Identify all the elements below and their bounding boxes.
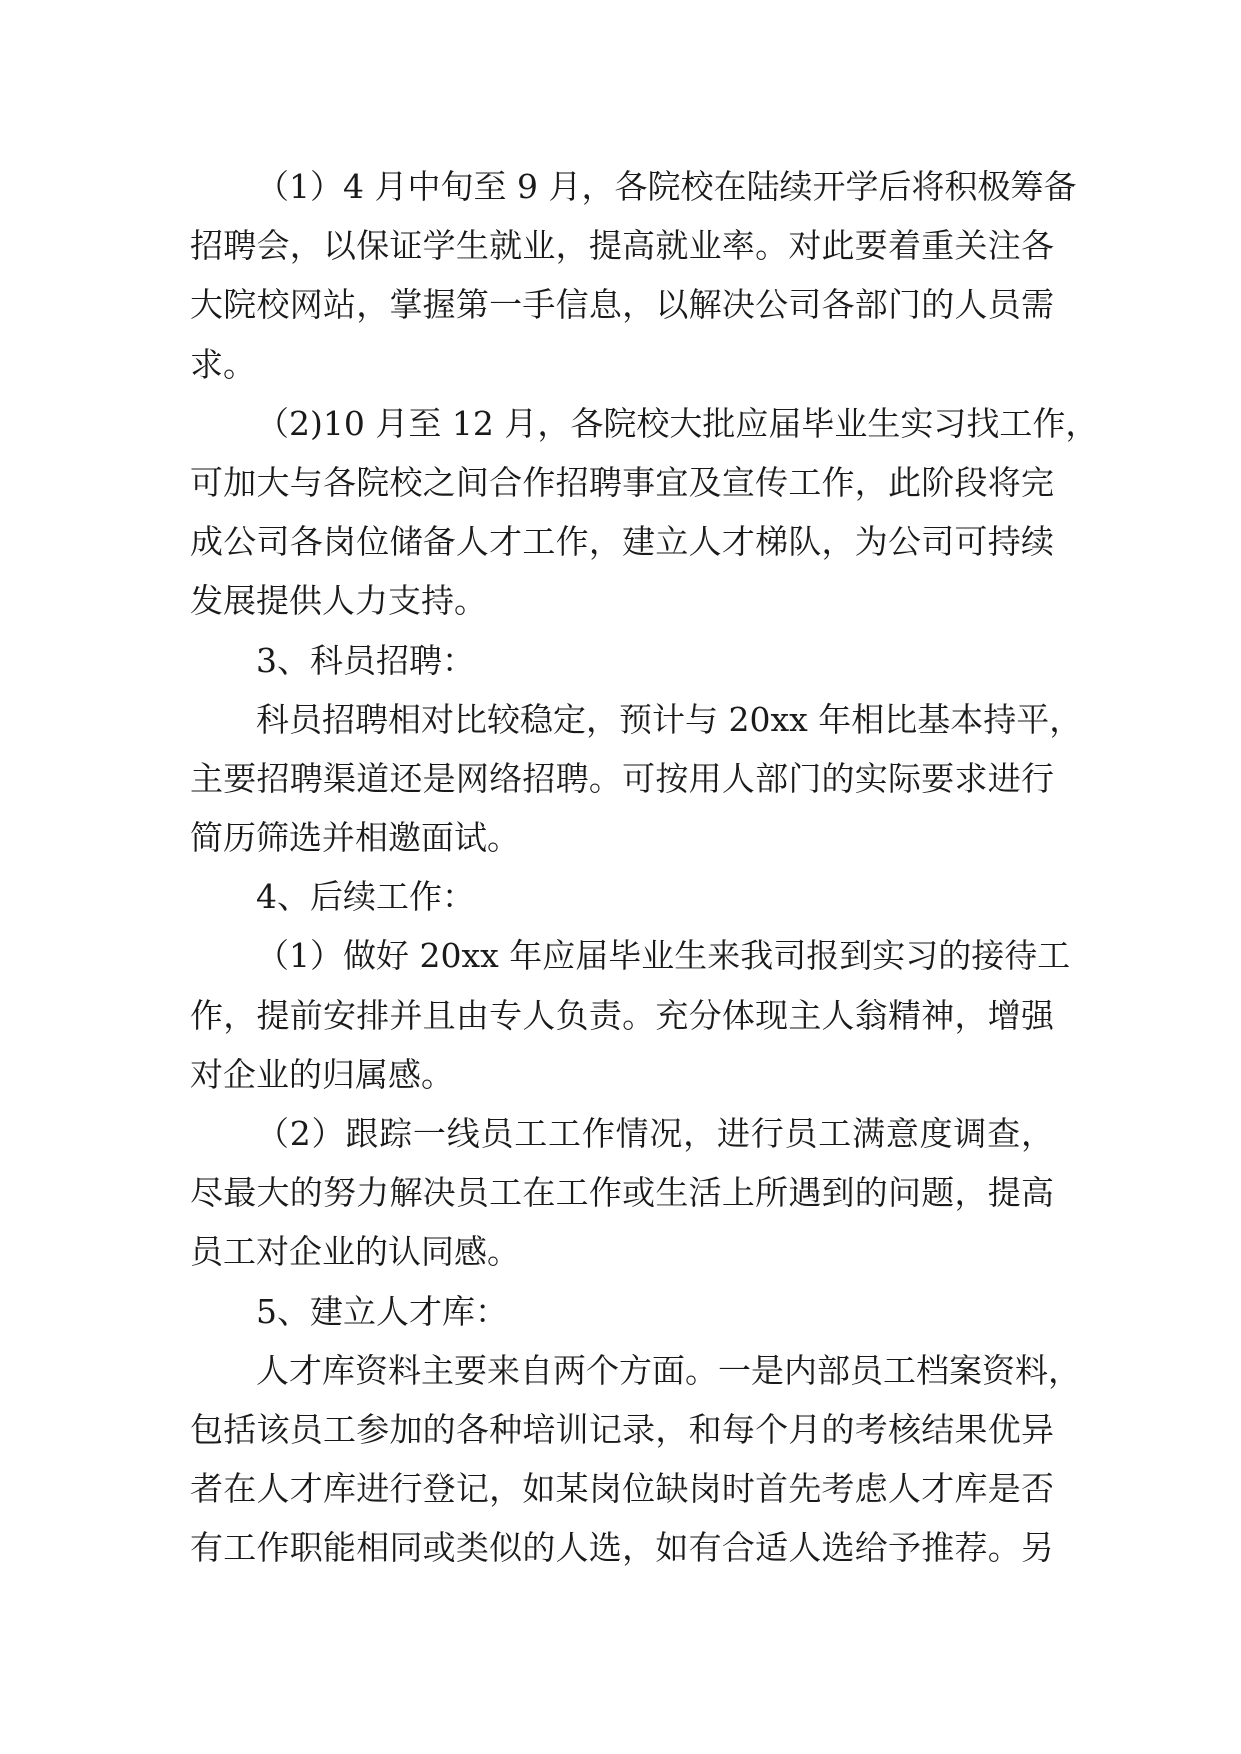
text-line: 招聘会，以保证学生就业，提高就业率。对此要着重关注各 xyxy=(190,226,1054,266)
text-line: 有工作职能相同或类似的人选，如有合适人选给予推荐。另 xyxy=(190,1528,1054,1568)
text-line: 发展提供人力支持。 xyxy=(190,581,487,621)
section-heading-talent-pool xyxy=(190,1282,1054,1341)
text-line: 员工对企业的认同感。 xyxy=(190,1232,520,1272)
text-line: 主要招聘渠道还是网络招聘。可按用人部门的实际要求进行 xyxy=(190,758,1054,798)
document-body xyxy=(190,157,1099,1578)
text-line: （1）做好 20xx 年应届毕业生来我司报到实习的接待工 xyxy=(256,936,1071,976)
text-line: 大院校网站，掌握第一手信息，以解决公司各部门的人员需 xyxy=(190,285,1054,325)
text-line: 科员招聘相对比较稳定，预计与 20xx 年相比基本持平， xyxy=(256,699,1083,739)
section-heading: 5、建立人才库： xyxy=(256,1291,508,1331)
text-line: （1）4 月中旬至 9 月，各院校在陆续开学后将积极筹备 xyxy=(256,167,1077,206)
section-heading-follow-up xyxy=(190,867,1054,926)
text-line: 作，提前安排并且由专人负责。充分体现主人翁精神，增强 xyxy=(190,995,1054,1035)
text-line: 对企业的归属感。 xyxy=(190,1054,454,1094)
text-line: 包括该员工参加的各种培训记录，和每个月的考核结果优异 xyxy=(190,1409,1054,1449)
text-line: （2)10 月至 12 月，各院校大批应届毕业生实习找工作， xyxy=(256,403,1099,443)
text-line: 尽最大的努力解决员工在工作或生活上所遇到的问题，提高 xyxy=(190,1173,1054,1213)
paragraph-staff-recruit xyxy=(190,690,1083,868)
text-line: 可加大与各院校之间合作招聘事宜及宣传工作，此阶段将完 xyxy=(190,462,1054,502)
paragraph-recruit-schedule-2 xyxy=(190,394,1099,631)
text-line: （2）跟踪一线员工工作情况，进行员工满意度调查， xyxy=(256,1114,1054,1153)
text-line: 求。 xyxy=(190,344,256,384)
text-line: 简历筛选并相邀面试。 xyxy=(190,818,520,858)
paragraph-recruit-schedule-1 xyxy=(190,157,1077,394)
section-heading-staff-recruit xyxy=(190,631,1054,690)
text-line: 成公司各岗位储备人才工作，建立人才梯队，为公司可持续 xyxy=(190,522,1054,562)
section-heading: 4、后续工作： xyxy=(256,877,475,917)
text-line: 人才库资料主要来自两个方面。一是内部员工档案资料， xyxy=(256,1350,1081,1390)
paragraph-follow-up-1 xyxy=(190,926,1071,1104)
paragraph-follow-up-2 xyxy=(190,1104,1054,1282)
text-line: 者在人才库进行登记，如某岗位缺岗时首先考虑人才库是否 xyxy=(190,1469,1054,1509)
section-heading: 3、科员招聘： xyxy=(256,640,475,680)
paragraph-talent-pool xyxy=(190,1341,1081,1578)
